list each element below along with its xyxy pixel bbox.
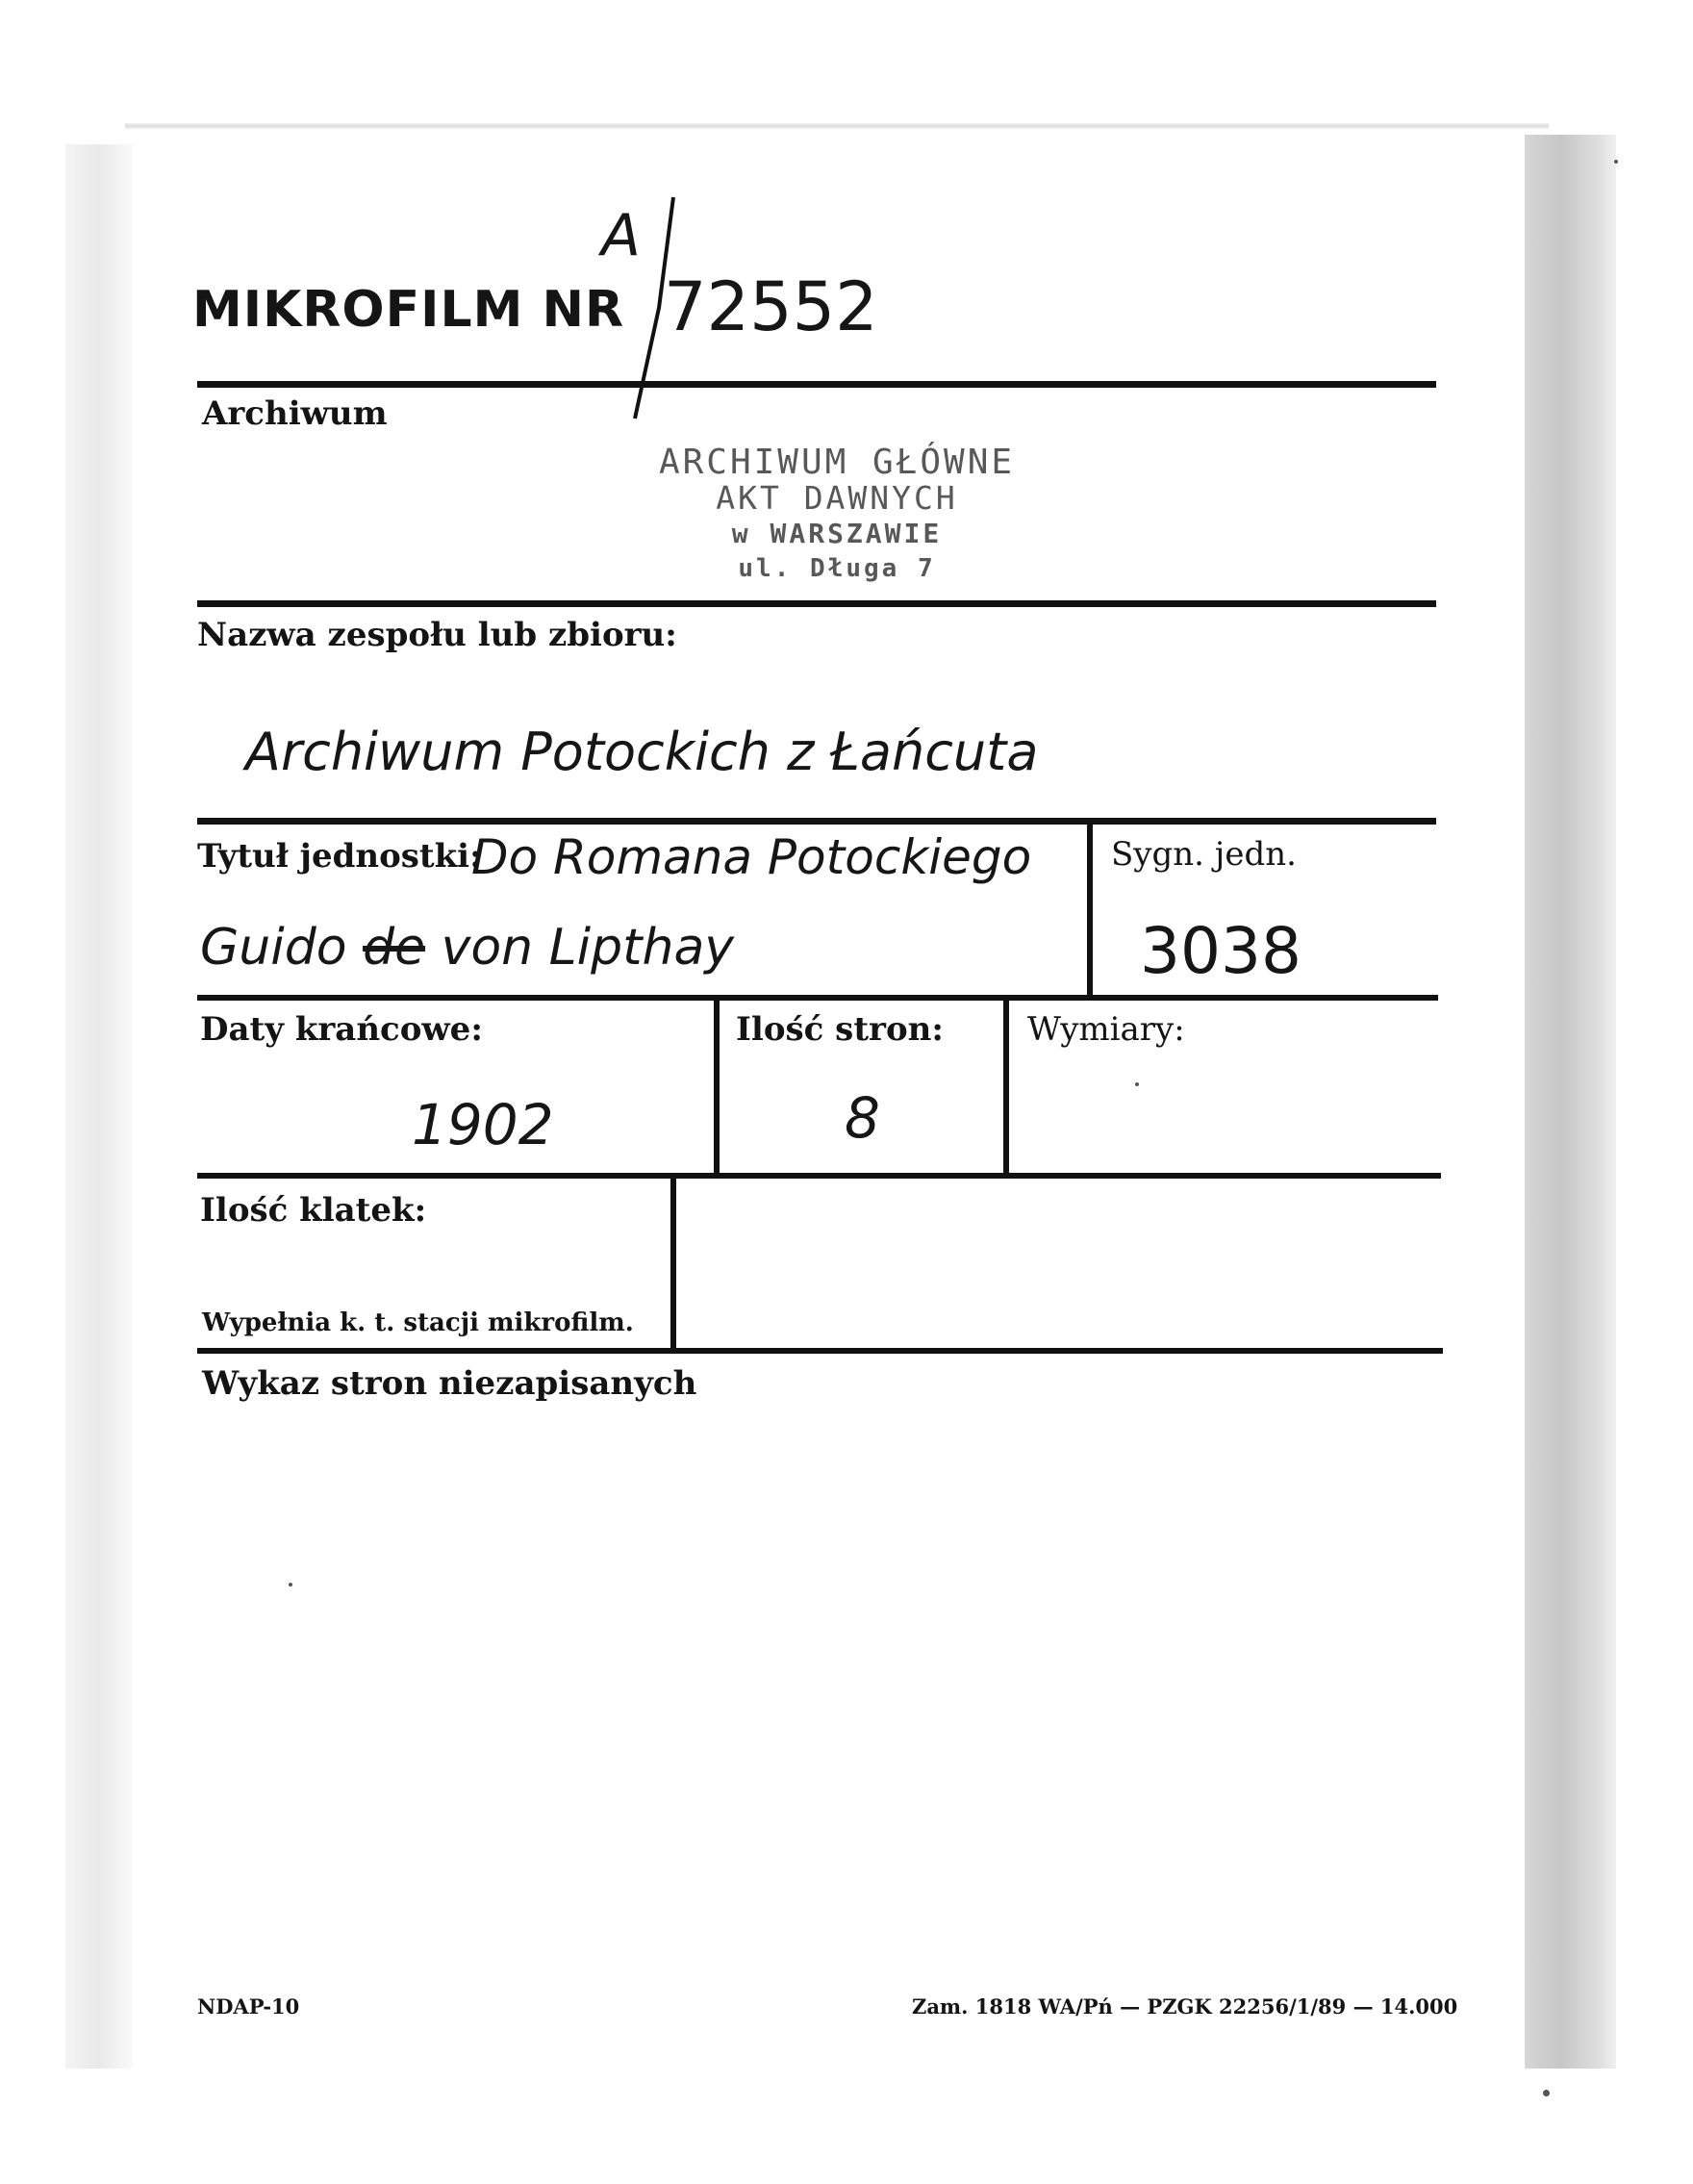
klatek-divider <box>670 1178 676 1354</box>
microfilm-number: 72552 <box>664 267 878 346</box>
rule-4 <box>197 995 1438 1001</box>
tytul-value-line-2a: Guido <box>200 919 347 977</box>
archiwum-label: Archiwum <box>202 394 388 433</box>
print-info: Zam. 1818 WA/Pń — PZGK 22256/1/89 — 14.000 <box>912 1994 1458 2019</box>
rule-1 <box>197 381 1436 388</box>
tytul-value-line-1: Do Romana Potockiego <box>471 829 1032 885</box>
sygn-value: 3038 <box>1140 914 1301 988</box>
stamp-line-4: ul. Długa 7 <box>738 554 936 583</box>
daty-value: 1902 <box>412 1092 554 1157</box>
wymiary-label: Wymiary: <box>1027 1010 1185 1049</box>
scan-speck <box>1614 160 1618 164</box>
tytul-strikethrough: de <box>363 919 426 977</box>
rule-5 <box>197 1173 1441 1179</box>
tytul-label: Tytuł jednostki: <box>197 837 482 876</box>
ilosc-klatek-label: Ilość klatek: <box>200 1191 427 1230</box>
scan-speck <box>1543 2090 1550 2096</box>
zespol-label: Nazwa zespołu lub zbioru: <box>197 616 677 654</box>
card-title: MIKROFILM NR <box>192 281 625 339</box>
rule-2 <box>197 600 1436 607</box>
stron-divider <box>714 999 720 1177</box>
daty-label: Daty krańcowe: <box>200 1010 483 1049</box>
rule-6 <box>197 1348 1443 1354</box>
stamp-line-1: ARCHIWUM GŁÓWNE <box>658 443 1016 482</box>
stamp-line-2: AKT DAWNYCH <box>716 479 958 517</box>
stamp-line-3: w WARSZAWIE <box>731 518 943 549</box>
tytul-value-line-2b: von Lipthay <box>441 919 735 977</box>
microfilm-prefix: A <box>601 202 642 269</box>
scan-speck <box>289 1583 292 1587</box>
sygn-label: Sygn. jedn. <box>1111 835 1297 874</box>
rule-3 <box>197 818 1436 825</box>
archive-stamp <box>577 444 1097 598</box>
zespol-value: Archiwum Potockich z Łańcuta <box>245 722 1039 782</box>
wymiary-divider <box>1003 999 1009 1177</box>
wypelnia-label: Wypełnia k. t. stacji mikrofilm. <box>202 1308 634 1337</box>
tytul-value-line-2 <box>200 919 734 977</box>
ilosc-stron-value: 8 <box>845 1085 880 1151</box>
ilosc-stron-label: Ilość stron: <box>736 1010 944 1049</box>
scan-speck <box>1135 1082 1139 1086</box>
sygn-divider <box>1087 820 1093 999</box>
form-code: NDAP-10 <box>197 1994 300 2019</box>
wykaz-label: Wykaz stron niezapisanych <box>202 1364 697 1403</box>
